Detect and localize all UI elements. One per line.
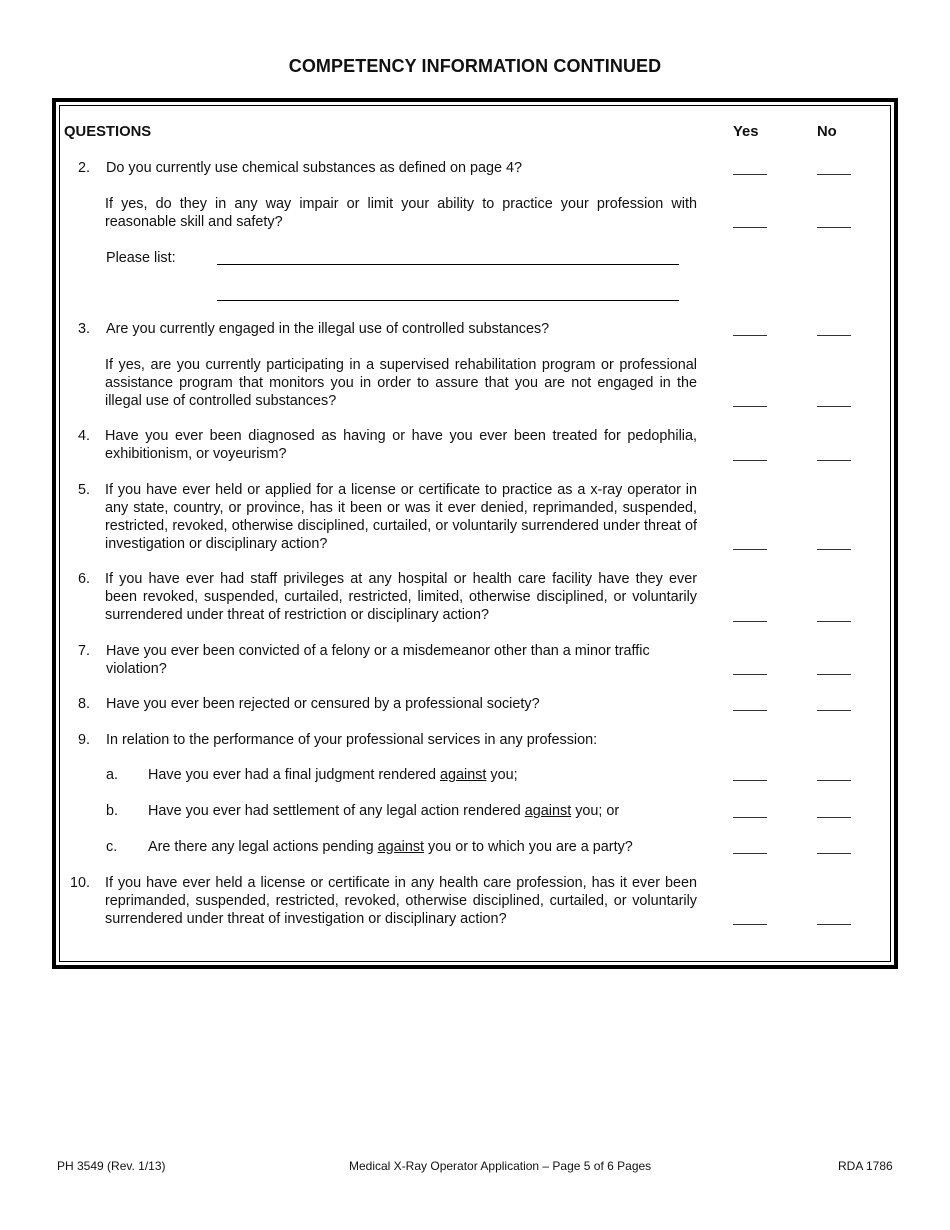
q3-followup-no-blank[interactable] [817,406,851,407]
q3-followup-yes-blank[interactable] [733,406,767,407]
q2-followup-no-blank[interactable] [817,227,851,228]
q8-yes-blank[interactable] [733,710,767,711]
question-9b-text: Have you ever had settlement of any legal action rendered against you; or [148,803,620,819]
q2-yes-blank[interactable] [733,174,767,175]
question-10-number: 10. [69,875,90,891]
q6-yes-blank[interactable] [733,621,767,622]
q9a-yes-blank[interactable] [733,780,767,781]
q9a-no-blank[interactable] [817,780,851,781]
footer-rda: RDA 1786 [838,1159,893,1173]
q4-yes-blank[interactable] [733,460,767,461]
q7-yes-blank[interactable] [733,674,767,675]
question-3-followup-text: If yes, are you currently participating in a supervised rehabilitation program or professional assistance program that monitors you in order to assure that you are not engaged in the illegal use of controlled substances? [105,357,697,409]
q8-no-blank[interactable] [817,710,851,711]
please-list-label: Please list: [106,250,176,266]
question-9-text: In relation to the performance of your professional services in any profession: [106,732,598,748]
question-9-number: 9. [77,732,90,748]
question-9a-text: Have you ever had a final judgment rendered against you; [148,767,518,783]
question-10-text: If you have ever held a license or certificate in any health care profession, has it ever been reprimanded, suspended, restricted, revoked, otherwise disciplined, curtailed, or voluntarily surrendered under threat of investigation or disciplinary action? [105,875,697,927]
q10-yes-blank[interactable] [733,924,767,925]
question-5-number: 5. [77,482,90,498]
q9c-yes-blank[interactable] [733,853,767,854]
please-list-line-2[interactable] [217,300,679,301]
question-4-text: Have you ever been diagnosed as having or have you ever been treated for pedophilia, exhibitionism, or voyeurism? [105,428,697,462]
question-9a-letter: a. [106,767,119,783]
footer-form-id: PH 3549 (Rev. 1/13) [57,1159,166,1173]
question-2-followup-text: If yes, do they in any way impair or limit your ability to practice your profession with reasonable skill and safety? [105,196,697,230]
footer-page-info: Medical X-Ray Operator Application – Page 5 of 6 Pages [349,1159,652,1173]
question-9b-letter: b. [106,803,119,819]
q9b-yes-blank[interactable] [733,817,767,818]
question-7-number: 7. [77,643,90,659]
q3-yes-blank[interactable] [733,335,767,336]
question-6-number: 6. [77,571,90,587]
q7-no-blank[interactable] [817,674,851,675]
question-2-text: Do you currently use chemical substances as defined on page 4? [106,160,522,176]
question-7-text: Have you ever been convicted of a felony or a misdemeanor other than a minor traffic violation? [106,643,650,677]
question-8-number: 8. [77,696,90,712]
q5-yes-blank[interactable] [733,549,767,550]
q9c-no-blank[interactable] [817,853,851,854]
q2-no-blank[interactable] [817,174,851,175]
question-9c-letter: c. [106,839,118,855]
question-8-text: Have you ever been rejected or censured by a professional society? [106,696,540,712]
q3-no-blank[interactable] [817,335,851,336]
q9b-no-blank[interactable] [817,817,851,818]
q5-no-blank[interactable] [817,549,851,550]
question-2-number: 2. [77,160,90,176]
question-5-text: If you have ever held or applied for a license or certificate to practice as a x-ray operator in any state, country, or province, has it been or was it ever denied, reprimanded, suspended, restricted, revoked, otherwise disciplined, curtailed, or voluntarily surrendered under threat of investigation or disciplinary action? [105,482,697,552]
question-9c-text: Are there any legal actions pending against you or to which you are a party? [148,839,633,855]
q6-no-blank[interactable] [817,621,851,622]
no-header: No [817,124,837,140]
page-title: COMPETENCY INFORMATION CONTINUED [288,56,662,76]
question-3-text: Are you currently engaged in the illegal use of controlled substances? [106,321,550,337]
questions-header: QUESTIONS [64,124,152,140]
please-list-line-1[interactable] [217,264,679,265]
question-6-text: If you have ever had staff privileges at any hospital or health care facility have they ever been revoked, suspended, curtailed, restricted, limited, otherwise disciplined, or voluntarily surrendered under threat of restriction or disciplinary action? [105,571,697,623]
question-3-number: 3. [77,321,90,337]
q2-followup-yes-blank[interactable] [733,227,767,228]
yes-header: Yes [733,124,759,140]
q4-no-blank[interactable] [817,460,851,461]
q10-no-blank[interactable] [817,924,851,925]
question-4-number: 4. [77,428,90,444]
